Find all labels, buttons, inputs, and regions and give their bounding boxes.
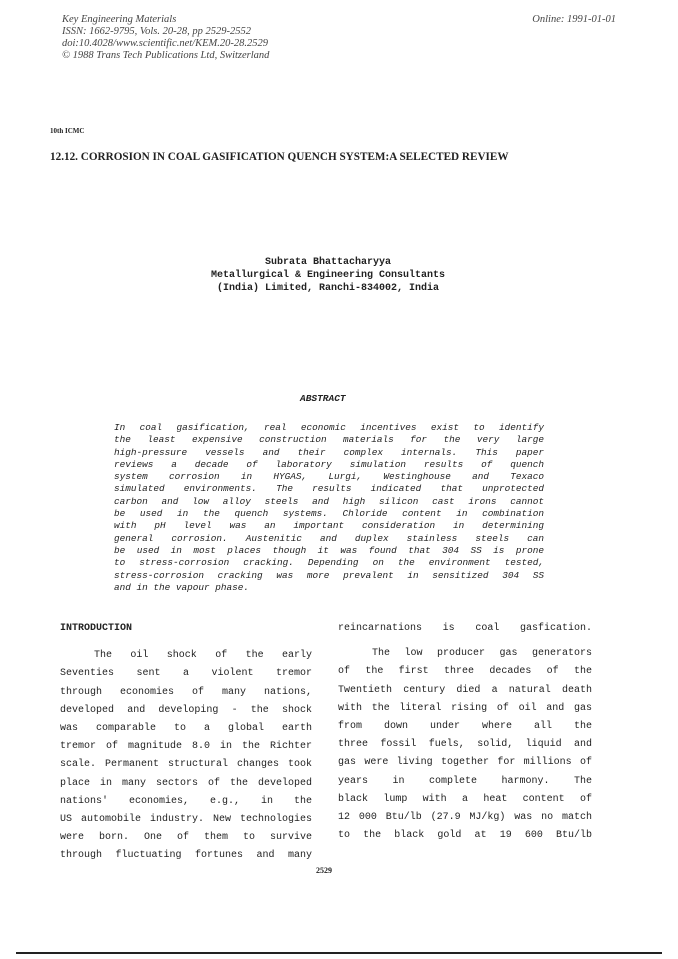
abstract-line: high-pressure vessels and their complex internals. This paper [114,446,544,458]
copyright-line: © 1988 Trans Tech Publications Ltd, Switzerland [62,50,270,61]
abstract-line: system corrosion in HYGAS, Lurgi, Westinghouse and Texaco [114,471,544,483]
body-line: through fluctuating fortunes and many [60,850,312,862]
body-line: three fossil fuels, solid, liquid and [338,739,592,751]
author-block [178,256,478,295]
abstract-line: be used in most places though it was found that 304 SS is prone [114,544,544,556]
abstract-line: and in the vapour phase. [114,581,250,593]
introduction-left-column [60,620,312,866]
abstract-line: general corrosion. Austenitic and duplex stainless steels can [114,532,544,544]
body-line: were born. One of them to survive [60,832,312,844]
bottom-rule [16,952,662,954]
body-line: from down under where all the [338,721,592,733]
body-line: tremor of magnitude 8.0 in the Richter [60,741,312,753]
online-date: Online: 1991-01-01 [532,14,616,25]
affiliation-line: Metallurgical & Engineering Consultants [210,270,446,281]
abstract-line: stress-corrosion cracking was more prevalent in sensitized 304 SS [114,569,544,581]
affiliation-line: (India) Limited, Ranchi-834002, India [216,283,440,294]
body-line: Seventies sent a violent tremor [60,668,312,680]
journal-header [62,14,269,62]
body-line: gas were living together for millions of [338,757,592,769]
paragraph-gap [338,638,592,645]
abstract-line: the least expensive construction materials for the very large [114,434,544,446]
body-line: was comparable to a global earth [60,723,312,735]
journal-name: Key Engineering Materials [62,14,177,25]
body-line: reincarnations is coal gasfication. [338,623,592,634]
body-line: of the first three decades of the [338,666,592,678]
body-line: 12 000 Btu/lb (27.9 MJ/kg) was no match [338,812,592,824]
body-line: nations' economies, e.g., in the [60,795,312,807]
body-line: through economies of many nations, [60,686,312,698]
body-line: years in complete harmony. The [338,775,592,787]
abstract-line: with pH level was an important consideration in determining [114,520,544,532]
body-line: to the black gold at 19 600 Btu/lb [338,830,592,842]
body-line: with the literal rising of oil and gas [338,702,592,714]
body-line: developed and developing - the shock [60,704,312,716]
section-heading: INTRODUCTION [60,623,133,634]
issn-line: ISSN: 1662-9795, Vols. 20-28, pp 2529-2552 [62,26,251,37]
conference-label: 10th ICMC [50,127,85,135]
abstract-line: to stress-corrosion cracking. Depending on the environment tested, [114,557,544,569]
body-line: The oil shock of the early [94,650,312,662]
abstract-line: be used in the quench systems. Chloride content in combination [114,508,544,520]
body-line: scale. Permanent structural changes took [60,759,312,771]
abstract-line: carbon and low alloy steels and high silicon cast irons cannot [114,495,544,507]
abstract-heading: ABSTRACT [300,393,346,404]
page-number: 2529 [316,866,332,875]
body-line: The low producer gas generators [372,648,592,660]
abstract-line: reviews a decade of laboratory simulation results of quench [114,458,544,470]
body-line: place in many sectors of the developed [60,777,312,789]
body-line: US automobile industry. New technologies [60,814,312,826]
author-name: Subrata Bhattacharyya [264,257,392,268]
body-line: black lump with a heat content of [338,793,592,805]
doi-line: doi:10.4028/www.scientific.net/KEM.20-28.2529 [62,38,268,49]
body-line: Twentieth century died a natural death [338,684,592,696]
abstract-line: In coal gasification, real economic incentives exist to identify [114,422,544,433]
abstract-line: simulated environments. The results indicated that unprotected [114,483,544,495]
paper-title: 12.12. CORROSION IN COAL GASIFICATION QUENCH SYSTEM:A SELECTED REVIEW [50,151,509,163]
abstract-body [114,422,544,594]
introduction-right-column [338,620,592,845]
